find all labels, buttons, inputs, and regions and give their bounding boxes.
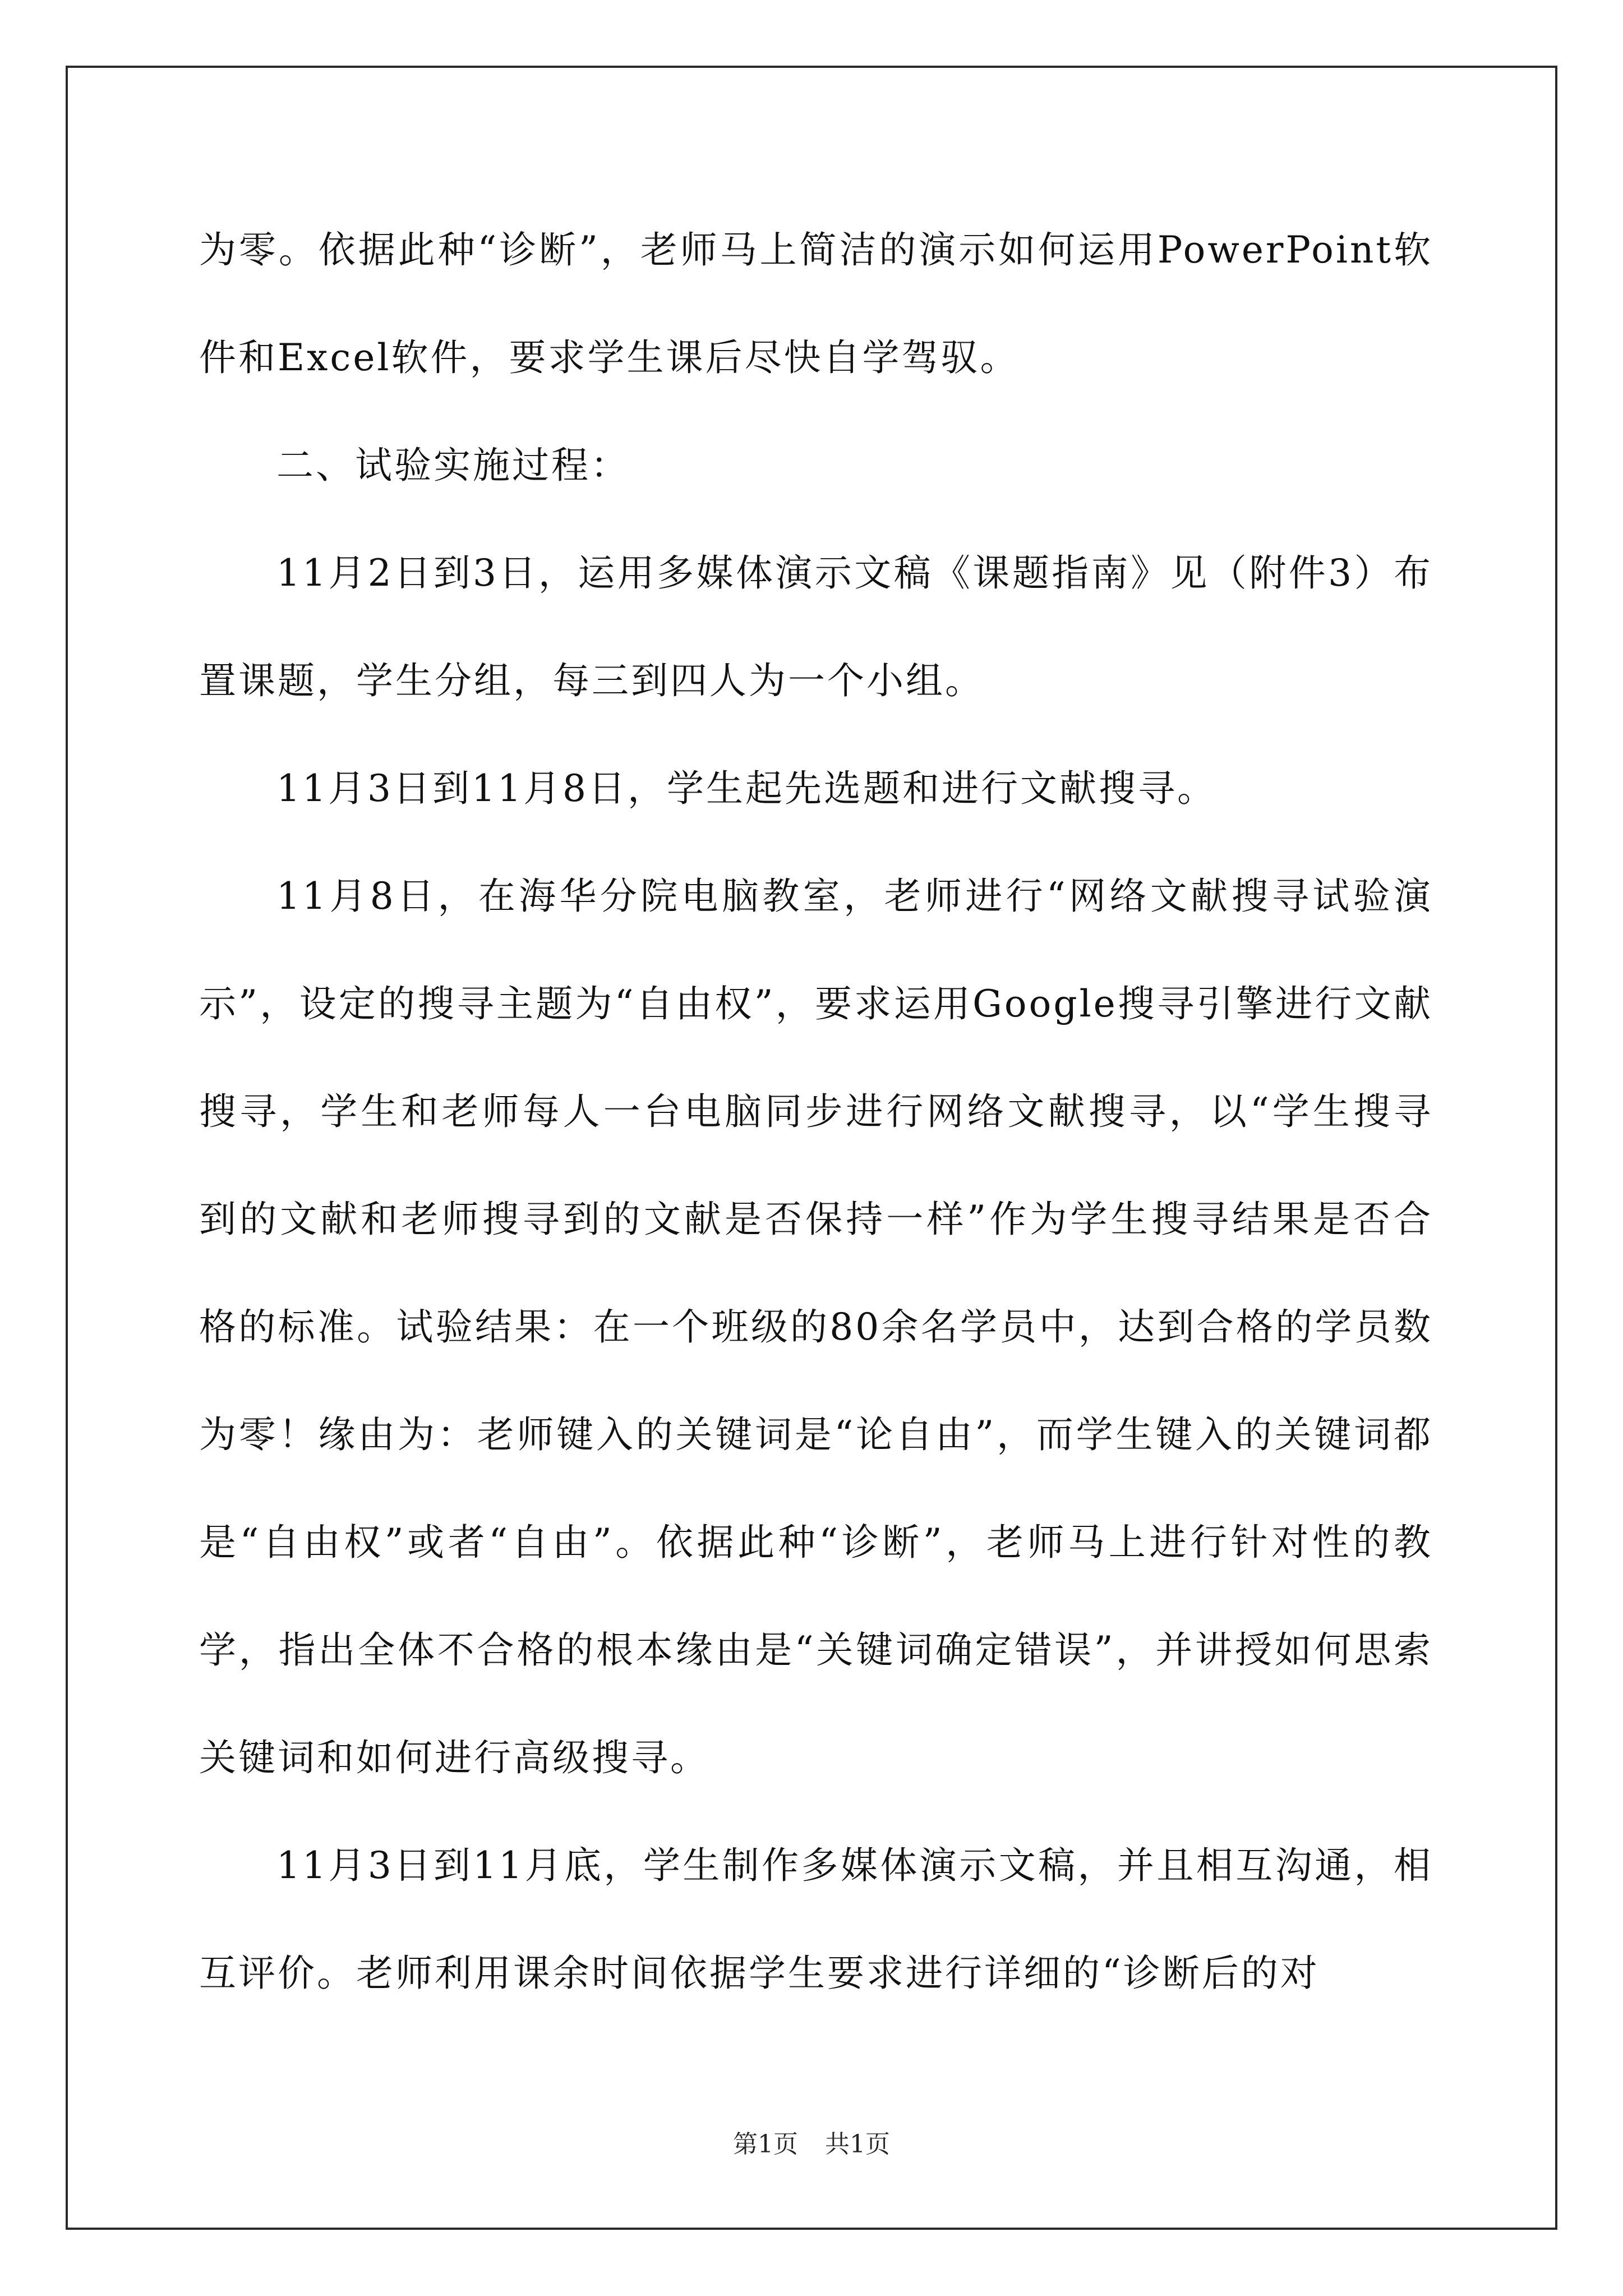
paragraph-2-heading: 二、试验实施过程： (276, 444, 630, 487)
page-number: 第1页 (733, 2130, 798, 2159)
paragraph-1: 为零。依据此种“诊断”，老师马上简洁的演示如何运用PowerPoint软件和Excel软件，要求学生课后尽快自学驾驭。 (199, 228, 1433, 379)
document-body (199, 196, 1433, 2027)
paragraph-4: 11月3日到11月8日，学生起先选题和进行文献搜寻。 (276, 767, 1216, 810)
page-total: 共1页 (825, 2130, 890, 2159)
paragraph-6: 11月3日到11月底，学生制作多媒体演示文稿，并且相互沟通，相互评价。老师利用课余时间依据学生要求进行详细的“诊断后的对 (199, 1844, 1433, 1995)
paragraph-3: 11月2日到3日，运用多媒体演示文稿《课题指南》见（附件3）布置课题，学生分组，每三到四人为一个小组。 (199, 551, 1433, 702)
page-footer (0, 2124, 1623, 2160)
paragraph-5: 11月8日，在海华分院电脑教室，老师进行“网络文献搜寻试验演示”，设定的搜寻主题为“自由权”，要求运用Google搜寻引擎进行文献搜寻，学生和老师每人一台电脑同步进行网络文献搜寻，以“学生搜寻到的文献和老师搜寻到的文献是否保持一样”作为学生搜寻结果是否合格的标准。试验结果：在一个班级的80余名学员中，达到合格的学员数为零！缘由为：老师键入的关键词是“论自由”，而学生键入的关键词都是“自由权”或者“自由”。依据此种“诊断”，老师马上进行针对性的教学，指出全体不合格的根本缘由是“关键词确定错误”，并讲授如何思索关键词和如何进行高级搜寻。 (199, 875, 1433, 1779)
